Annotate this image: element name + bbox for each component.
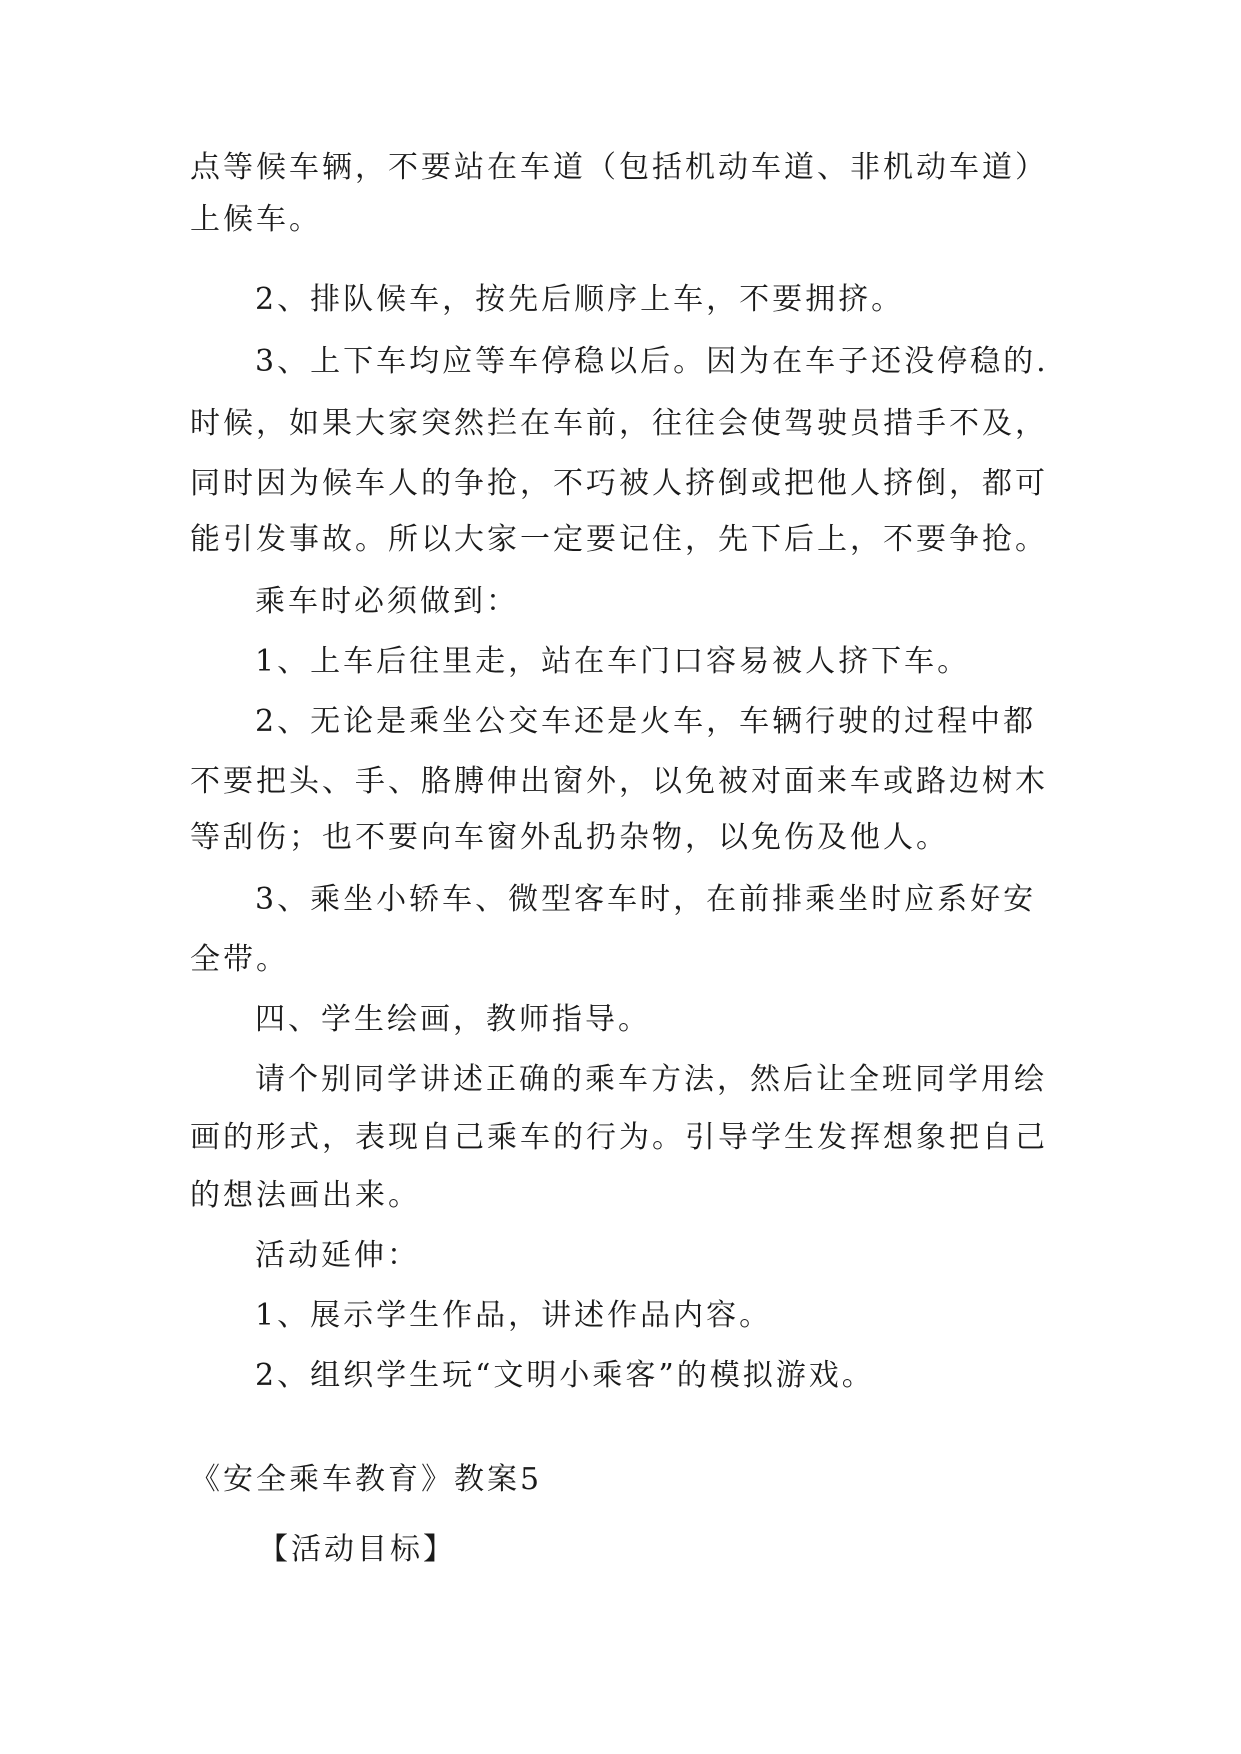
- section-title: 《安全乘车教育》教案5: [190, 1462, 543, 1497]
- text-line: 点等候车辆，不要站在车道（包括机动车道、非机动车道）: [190, 150, 1048, 185]
- text-line: 3、上下车均应等车停稳以后。因为在车子还没停稳的.: [255, 344, 1049, 379]
- text-line: 时候，如果大家突然拦在车前，往往会使驾驶员措手不及，: [190, 406, 1048, 441]
- text-line: 2、组织学生玩“文明小乘客”的模拟游戏。: [255, 1358, 875, 1393]
- text-line: 的想法画出来。: [190, 1178, 421, 1213]
- subsection-title: 【活动目标】: [258, 1532, 456, 1567]
- text-line: 不要把头、手、胳膊伸出窗外，以免被对面来车或路边树木: [190, 764, 1048, 799]
- text-line: 能引发事故。所以大家一定要记住，先下后上，不要争抢。: [190, 522, 1048, 557]
- text-line: 乘车时必须做到：: [255, 584, 519, 619]
- text-line: 同时因为候车人的争抢，不巧被人挤倒或把他人挤倒，都可: [190, 466, 1048, 501]
- text-line: 四、学生绘画，教师指导。: [255, 1002, 651, 1037]
- text-line: 1、展示学生作品，讲述作品内容。: [255, 1298, 773, 1333]
- text-line: 全带。: [190, 942, 289, 977]
- text-line: 上候车。: [190, 202, 322, 237]
- text-line: 2、排队候车，按先后顺序上车，不要拥挤。: [255, 282, 905, 317]
- text-line: 1、上车后往里走，站在车门口容易被人挤下车。: [255, 644, 971, 679]
- text-line: 活动延伸：: [255, 1238, 420, 1273]
- text-line: 等刮伤；也不要向车窗外乱扔杂物，以免伤及他人。: [190, 820, 949, 855]
- text-line: 请个别同学讲述正确的乘车方法，然后让全班同学用绘: [255, 1062, 1047, 1097]
- text-line: 2、无论是乘坐公交车还是火车，车辆行驶的过程中都: [255, 704, 1037, 739]
- text-line: 3、乘坐小轿车、微型客车时，在前排乘坐时应系好安: [255, 882, 1037, 917]
- text-line: 画的形式，表现自己乘车的行为。引导学生发挥想象把自己: [190, 1120, 1048, 1155]
